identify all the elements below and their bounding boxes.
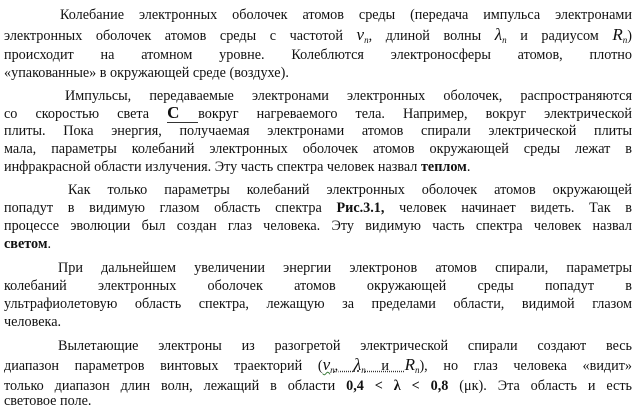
text-span: ,	[334, 358, 354, 374]
paragraph-3-line-1	[68, 181, 632, 199]
math-subscript: n	[364, 35, 369, 45]
text-span: человек начинает видеть. Так в	[384, 200, 632, 216]
text-span: ), но глаз человека «видит»	[419, 358, 633, 374]
text-span: со скоростью света	[4, 106, 168, 122]
text-span: мала, параметры колебаний электронных оболочек атомов окружающей среды лежат в	[4, 141, 632, 157]
paragraph-3-line-3	[4, 217, 632, 235]
text-span: инфракрасной области излучения. Эту часть спектра человек назвал	[4, 159, 421, 175]
term-warmth: теплом	[420, 159, 467, 175]
paragraph-2-line-4	[4, 140, 632, 158]
text-span: процессе эволюции был создан глаз человека. Эту видимую часть спектра человек назвал	[4, 218, 632, 234]
text-span: и радиусом	[506, 28, 613, 44]
math-subscript: n	[330, 365, 335, 375]
math-lambda: λ	[353, 355, 362, 374]
text-span: колебаний электронных оболочек атомов окружающей среды попадут в	[4, 278, 632, 294]
paragraph-2-line-5	[4, 158, 632, 176]
math-lambda: λ	[494, 25, 503, 44]
text-span: (μк). Эта область и есть	[448, 378, 633, 394]
text-span: Колебание электронных оболочек атомов среды (передача импульса электронами	[60, 7, 632, 23]
speed-of-light-symbol: C	[167, 103, 199, 122]
text-span: , длиной волны	[368, 28, 495, 44]
text-span: Как только параметры колебаний электронных оболочек атомов окружающей	[68, 182, 632, 198]
text-span: «упакованные» в окружающей среде (воздухе).	[4, 65, 289, 81]
paragraph-5-line-4	[4, 392, 632, 410]
wavelength-range: 0,4 < λ < 0,8	[346, 378, 449, 394]
paragraph-3-line-2	[4, 199, 632, 217]
text-span: .	[466, 159, 471, 175]
paragraph-1-line-2	[4, 26, 632, 44]
text-span: вокруг нагреваемого тела. Например, вокруг электрической	[198, 106, 632, 122]
text-span: Импульсы, передаваемые электронами электронных оболочек, распространяются	[65, 88, 632, 104]
math-r: R	[612, 25, 623, 44]
text-span: происходит на атомном уровне. Колеблются электроносферы атомов, плотно	[4, 47, 632, 63]
paragraph-2-line-2	[4, 104, 632, 122]
text-span: световое поле.	[4, 393, 92, 409]
paragraph-1-line-1	[60, 6, 632, 24]
paragraph-1-line-3	[4, 46, 632, 64]
text-span: .	[47, 236, 52, 252]
text-span: и	[365, 358, 405, 374]
term-light: светом	[4, 236, 48, 252]
paragraph-3-line-4	[4, 235, 632, 253]
figure-reference: Рис.3.1,	[336, 200, 385, 216]
paragraph-4-line-2	[4, 277, 632, 295]
math-subscript: n	[361, 365, 366, 375]
text-span: попадут в видимую глазом область спектра	[4, 200, 337, 216]
text-span: электронных оболочек атомов среды с частотой	[4, 28, 357, 44]
paragraph-4-line-1	[58, 259, 632, 277]
paragraph-2-line-1	[65, 87, 632, 105]
paragraph-1-line-4	[4, 64, 632, 82]
math-r: R	[404, 355, 415, 374]
math-subscript: n	[622, 35, 628, 45]
text-span: человека.	[4, 314, 62, 330]
paragraph-5-line-1	[58, 337, 632, 355]
paragraph-4-line-3	[4, 295, 632, 313]
text-span: диапазон параметров винтовых траекторий (	[4, 358, 323, 374]
math-subscript: n	[414, 365, 420, 375]
math-nu: ν	[322, 355, 331, 374]
text-span: плиты. Пока энергия, получаемая электронами атомов спирали электрической плиты	[4, 123, 632, 139]
text-span: ультрафиолетовую область спектра, лежащую за пределами области, видимой глазом	[4, 296, 632, 312]
text-span: Вылетающие электроны из разогретой электрической спирали создают весь	[58, 338, 632, 354]
paragraph-2-line-3	[4, 122, 632, 140]
paragraph-4-line-4	[4, 313, 632, 331]
text-span: )	[627, 28, 632, 44]
math-subscript: n	[502, 35, 507, 45]
paragraph-5-line-2	[4, 356, 632, 374]
math-nu: ν	[356, 25, 365, 44]
text-span: При дальнейшем увеличении энергии электронов атомов спирали, параметры	[58, 260, 632, 276]
text-span: только диапазон длин волн, лежащий в области	[4, 378, 347, 394]
